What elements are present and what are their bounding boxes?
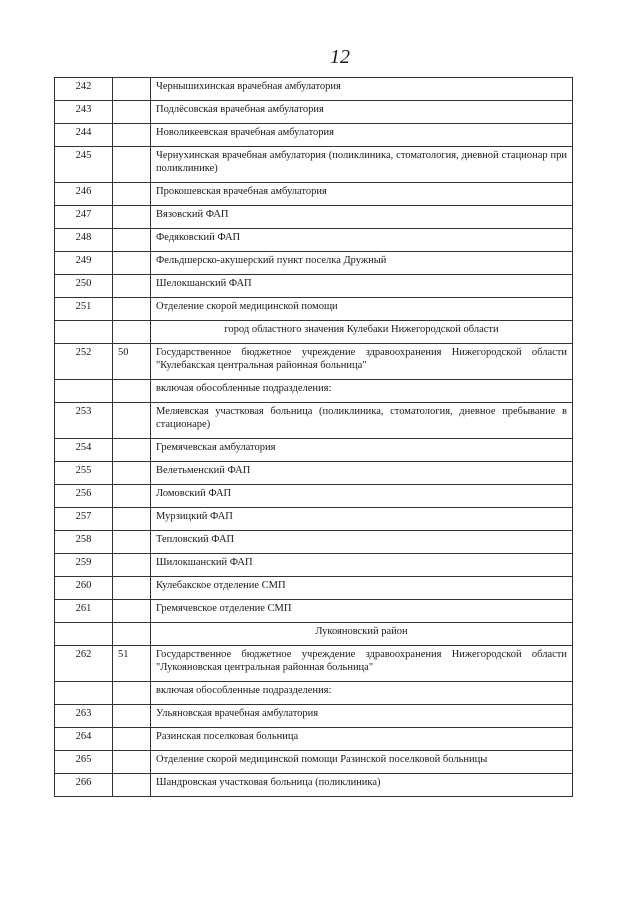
table-row (55, 600, 573, 623)
institution-name-cell: Государственное бюджетное учреждение здравоохранения Нижегородской области "Лукояновская центральная районная больница" (151, 646, 573, 682)
institution-name-cell: Отделение скорой медицинской помощи Разинской поселковой больницы (151, 751, 573, 774)
row-number-cell: 263 (55, 705, 113, 728)
institution-code-cell (113, 531, 151, 554)
row-number-cell: 243 (55, 101, 113, 124)
institution-name-cell: Меляевская участковая больница (поликлиника, стоматология, дневное пребывание в стационаре) (151, 403, 573, 439)
table-row (55, 124, 573, 147)
row-number-cell: 247 (55, 206, 113, 229)
table-row (55, 728, 573, 751)
institution-code-cell: 50 (113, 344, 151, 380)
row-number-cell: 257 (55, 508, 113, 531)
section-header-row (55, 321, 573, 344)
table-row (55, 344, 573, 380)
row-number-cell: 261 (55, 600, 113, 623)
institution-name-cell: Шелокшанский ФАП (151, 275, 573, 298)
row-number-cell: 248 (55, 229, 113, 252)
institution-name-cell: Лукояновский район (151, 623, 573, 646)
table-row (55, 101, 573, 124)
institution-code-cell (113, 728, 151, 751)
institution-name-cell: Чернышихинская врачебная амбулатория (151, 78, 573, 101)
institution-name-cell: город областного значения Кулебаки Нижегородской области (151, 321, 573, 344)
row-number-cell: 259 (55, 554, 113, 577)
institution-code-cell (113, 774, 151, 797)
table-row (55, 78, 573, 101)
table-row (55, 439, 573, 462)
row-number-cell: 266 (55, 774, 113, 797)
table-row (55, 577, 573, 600)
row-number-cell (55, 682, 113, 705)
institution-name-cell: Шилокшанский ФАП (151, 554, 573, 577)
institution-name-cell: включая обособленные подразделения: (151, 380, 573, 403)
institution-name-cell: Мурзицкий ФАП (151, 508, 573, 531)
table-row (55, 508, 573, 531)
institution-code-cell (113, 101, 151, 124)
table-row (55, 183, 573, 206)
table-row (55, 380, 573, 403)
institution-name-cell: Новоликеевская врачебная амбулатория (151, 124, 573, 147)
institution-name-cell: Чернухинская врачебная амбулатория (поликлиника, стоматология, дневной стационар при поликлинике) (151, 147, 573, 183)
table-row (55, 206, 573, 229)
institution-code-cell: 51 (113, 646, 151, 682)
institution-code-cell (113, 380, 151, 403)
row-number-cell: 258 (55, 531, 113, 554)
table-row (55, 554, 573, 577)
institution-code-cell (113, 183, 151, 206)
institution-name-cell: Подлёсовская врачебная амбулатория (151, 101, 573, 124)
institution-name-cell: Государственное бюджетное учреждение здравоохранения Нижегородской области "Кулебакская центральная районная больница" (151, 344, 573, 380)
table-row (55, 298, 573, 321)
institution-code-cell (113, 462, 151, 485)
institution-code-cell (113, 321, 151, 344)
institution-code-cell (113, 124, 151, 147)
institution-name-cell: включая обособленные подразделения: (151, 682, 573, 705)
institution-code-cell (113, 298, 151, 321)
row-number-cell: 249 (55, 252, 113, 275)
institution-code-cell (113, 682, 151, 705)
row-number-cell: 253 (55, 403, 113, 439)
row-number-cell: 264 (55, 728, 113, 751)
table-row (55, 705, 573, 728)
institution-code-cell (113, 403, 151, 439)
institution-code-cell (113, 554, 151, 577)
row-number-cell: 255 (55, 462, 113, 485)
table-body (55, 78, 573, 797)
row-number-cell: 252 (55, 344, 113, 380)
table-row (55, 531, 573, 554)
institution-name-cell: Вязовский ФАП (151, 206, 573, 229)
row-number-cell: 256 (55, 485, 113, 508)
institution-code-cell (113, 275, 151, 298)
table-row (55, 462, 573, 485)
page-number: 12 (330, 46, 350, 68)
institution-name-cell: Ломовский ФАП (151, 485, 573, 508)
institution-name-cell: Фельдшерско-акушерский пункт поселка Дружный (151, 252, 573, 275)
institution-code-cell (113, 508, 151, 531)
institution-name-cell: Гремячевская амбулатория (151, 439, 573, 462)
institution-name-cell: Ульяновская врачебная амбулатория (151, 705, 573, 728)
table-row (55, 751, 573, 774)
table-row (55, 485, 573, 508)
row-number-cell (55, 623, 113, 646)
table-row (55, 403, 573, 439)
row-number-cell: 260 (55, 577, 113, 600)
row-number-cell: 254 (55, 439, 113, 462)
institution-code-cell (113, 147, 151, 183)
table-row (55, 774, 573, 797)
institution-code-cell (113, 600, 151, 623)
institution-name-cell: Отделение скорой медицинской помощи (151, 298, 573, 321)
row-number-cell: 246 (55, 183, 113, 206)
institutions-table (54, 77, 573, 797)
table-row (55, 229, 573, 252)
institution-code-cell (113, 206, 151, 229)
institution-name-cell: Разинская поселковая больница (151, 728, 573, 751)
institution-code-cell (113, 252, 151, 275)
row-number-cell: 250 (55, 275, 113, 298)
row-number-cell: 242 (55, 78, 113, 101)
institution-code-cell (113, 577, 151, 600)
institution-name-cell: Тепловский ФАП (151, 531, 573, 554)
institution-name-cell: Кулебакское отделение СМП (151, 577, 573, 600)
institution-code-cell (113, 78, 151, 101)
institution-code-cell (113, 229, 151, 252)
institution-name-cell: Федяковский ФАП (151, 229, 573, 252)
institution-name-cell: Гремячевское отделение СМП (151, 600, 573, 623)
row-number-cell: 244 (55, 124, 113, 147)
institution-code-cell (113, 705, 151, 728)
table-row (55, 646, 573, 682)
row-number-cell: 245 (55, 147, 113, 183)
table-row (55, 682, 573, 705)
row-number-cell: 251 (55, 298, 113, 321)
row-number-cell (55, 321, 113, 344)
institution-name-cell: Прокошевская врачебная амбулатория (151, 183, 573, 206)
institution-code-cell (113, 439, 151, 462)
institution-code-cell (113, 485, 151, 508)
table-row (55, 275, 573, 298)
row-number-cell: 262 (55, 646, 113, 682)
table-row (55, 147, 573, 183)
section-header-row (55, 623, 573, 646)
institution-code-cell (113, 623, 151, 646)
row-number-cell: 265 (55, 751, 113, 774)
institution-code-cell (113, 751, 151, 774)
institution-name-cell: Велетьменский ФАП (151, 462, 573, 485)
row-number-cell (55, 380, 113, 403)
institution-name-cell: Шандровская участковая больница (поликлиника) (151, 774, 573, 797)
table-row (55, 252, 573, 275)
